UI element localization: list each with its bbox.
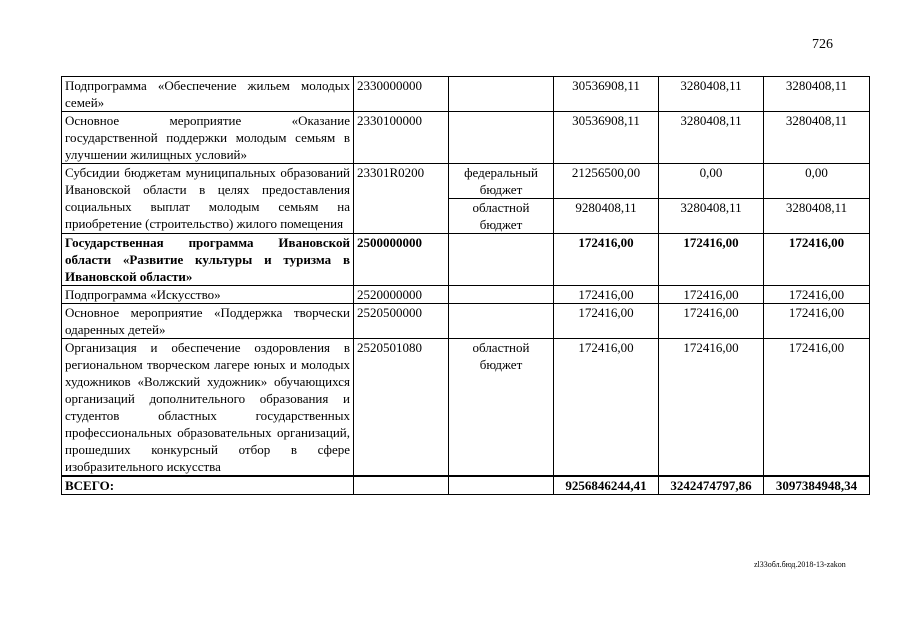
row-name: Субсидии бюджетам муниципальных образований Ивановской области в целях предоставления социальных выплат молодым семьям на приобретение (строительство) жилого помещения (62, 164, 354, 234)
footer-file-reference: zl33обл.бюд.2018-13-zakon (754, 560, 846, 569)
table-row (62, 286, 870, 304)
row-code: 2520000000 (354, 286, 449, 304)
row-name: Государственная программа Ивановской области «Развитие культуры и туризма в Ивановской области» (62, 234, 354, 286)
row-value-2020: 172416,00 (764, 304, 870, 339)
total-row (62, 476, 870, 495)
row-source: областной бюджет (449, 199, 554, 234)
total-value-2020: 3097384948,34 (764, 476, 870, 495)
row-value-2018: 172416,00 (554, 339, 659, 477)
table-row (62, 234, 870, 286)
row-value-2018: 21256500,00 (554, 164, 659, 199)
total-value-2018: 9256846244,41 (554, 476, 659, 495)
row-value-2018: 9280408,11 (554, 199, 659, 234)
row-value-2020: 0,00 (764, 164, 870, 199)
row-value-2019: 172416,00 (659, 234, 764, 286)
total-code (354, 476, 449, 495)
row-name: Подпрограмма «Обеспечение жильем молодых семей» (62, 77, 354, 112)
row-value-2018: 172416,00 (554, 234, 659, 286)
row-name: Организация и обеспечение оздоровления в региональном творческом лагере юных и молодых художников «Волжский художник» обучающихся организаций дополнительного образования и студентов областных государственных профессиональных образовательных организаций, прошедших конкурсный отбор в сфере изобразительного искусства (62, 339, 354, 477)
row-source (449, 77, 554, 112)
table-row (62, 339, 870, 477)
row-name: Основное мероприятие «Поддержка творчески одаренных детей» (62, 304, 354, 339)
table-row (62, 77, 870, 112)
row-code: 23301R0200 (354, 164, 449, 234)
row-code: 2500000000 (354, 234, 449, 286)
row-value-2018: 30536908,11 (554, 112, 659, 164)
row-source (449, 234, 554, 286)
row-value-2019: 172416,00 (659, 304, 764, 339)
row-value-2019: 3280408,11 (659, 112, 764, 164)
row-value-2019: 3280408,11 (659, 77, 764, 112)
row-value-2019: 172416,00 (659, 339, 764, 477)
row-value-2020: 3280408,11 (764, 112, 870, 164)
total-source (449, 476, 554, 495)
row-value-2019: 0,00 (659, 164, 764, 199)
row-source (449, 304, 554, 339)
row-name: Основное мероприятие «Оказание государственной поддержки молодым семьям в улучшении жилищных условий» (62, 112, 354, 164)
row-source: областной бюджет (449, 339, 554, 477)
total-value-2019: 3242474797,86 (659, 476, 764, 495)
row-source: федеральный бюджет (449, 164, 554, 199)
row-value-2020: 3280408,11 (764, 77, 870, 112)
total-label: ВСЕГО: (62, 476, 354, 495)
row-source (449, 112, 554, 164)
row-value-2020: 3280408,11 (764, 199, 870, 234)
row-value-2019: 172416,00 (659, 286, 764, 304)
table-row (62, 304, 870, 339)
row-name: Подпрограмма «Искусство» (62, 286, 354, 304)
row-code: 2330100000 (354, 112, 449, 164)
row-code: 2520500000 (354, 304, 449, 339)
row-value-2020: 172416,00 (764, 286, 870, 304)
row-value-2019: 3280408,11 (659, 199, 764, 234)
row-value-2018: 172416,00 (554, 286, 659, 304)
budget-table (61, 76, 870, 495)
row-source (449, 286, 554, 304)
row-value-2018: 30536908,11 (554, 77, 659, 112)
row-value-2020: 172416,00 (764, 234, 870, 286)
table-row (62, 112, 870, 164)
page-number: 726 (812, 37, 833, 52)
row-code: 2520501080 (354, 339, 449, 477)
row-value-2020: 172416,00 (764, 339, 870, 477)
row-code: 2330000000 (354, 77, 449, 112)
table-row (62, 164, 870, 199)
row-value-2018: 172416,00 (554, 304, 659, 339)
